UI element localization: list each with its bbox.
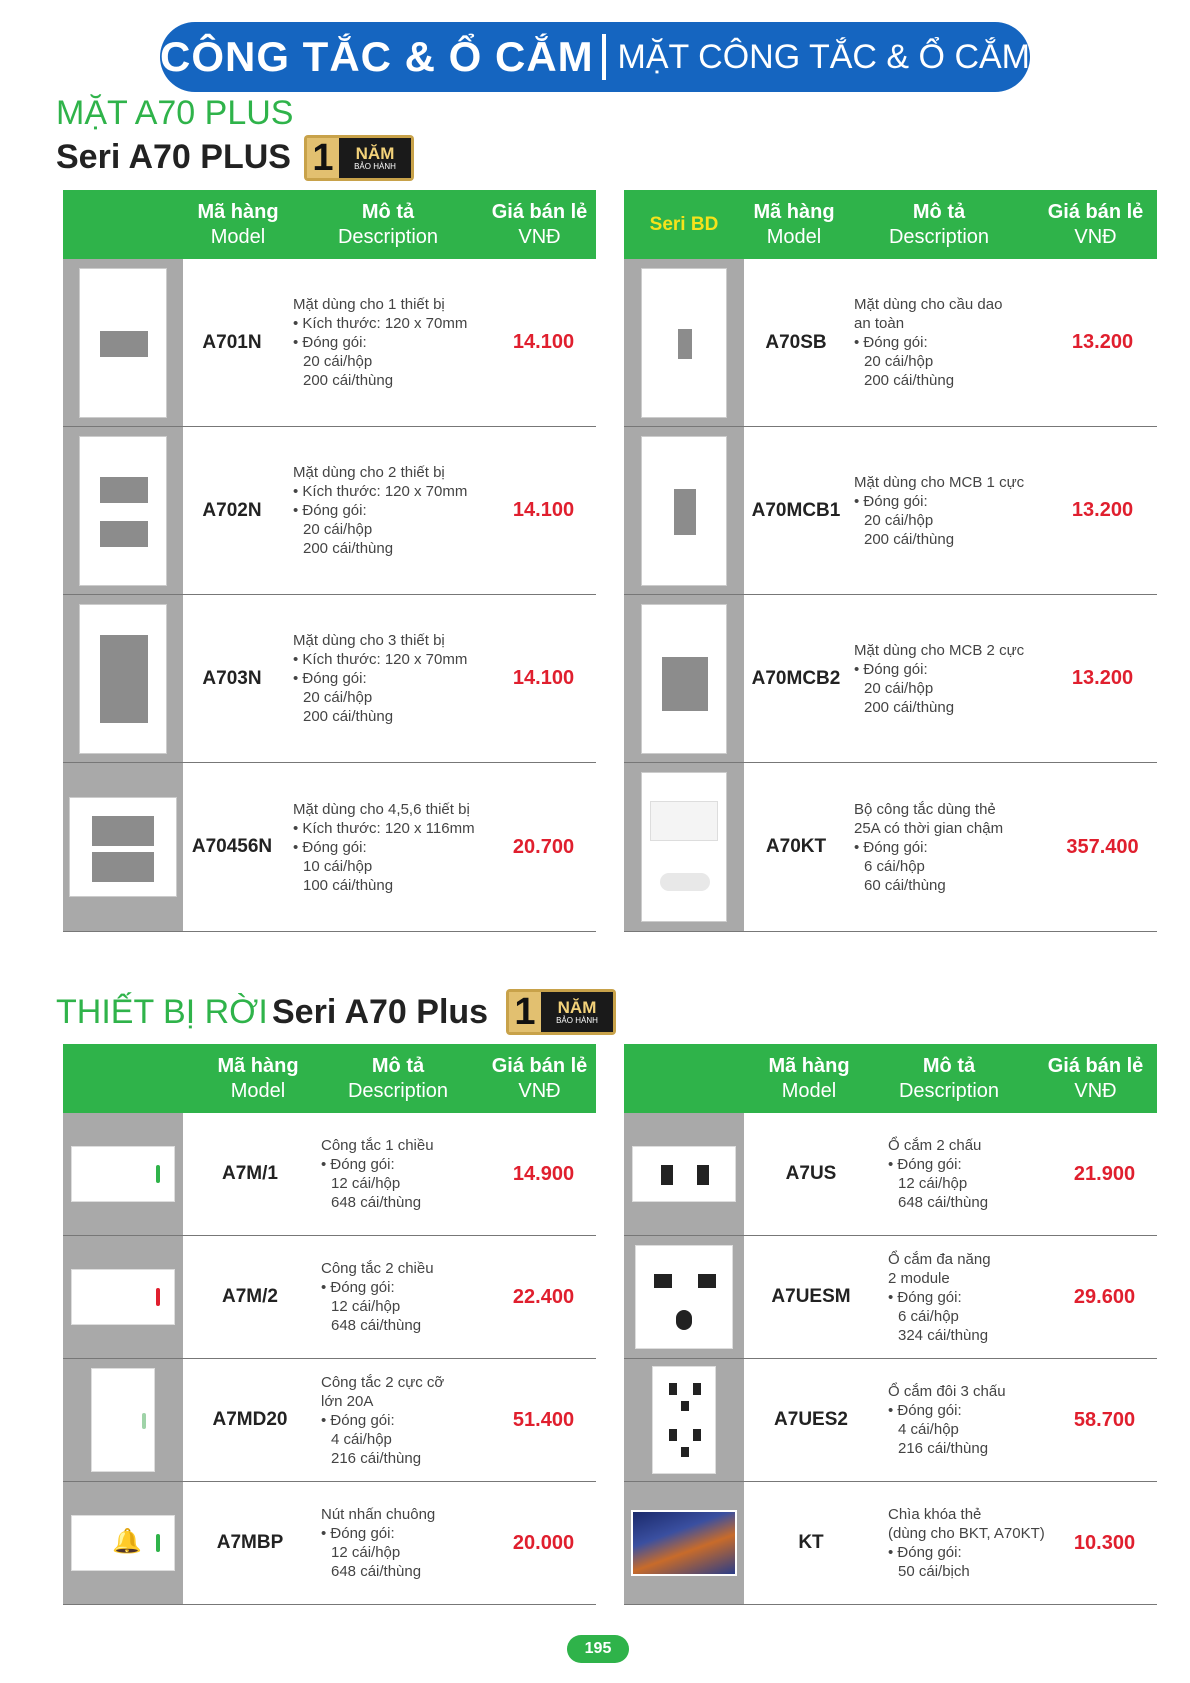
model-code: A701N <box>202 331 262 353</box>
header-desc-en: Description <box>888 225 990 248</box>
table-row <box>624 1113 1157 1236</box>
description: Công tắc 2 chiều • Đóng gói: 12 cái/hộp 648 cái/thùng <box>321 1260 434 1334</box>
description: Công tắc 1 chiều • Đóng gói: 12 cái/hộp 648 cái/thùng <box>321 1137 434 1211</box>
table-header <box>63 1044 596 1113</box>
description: Mặt dùng cho MCB 1 cực • Đóng gói: 20 cái/hộp 200 cái/thùng <box>854 473 1025 548</box>
product-image <box>63 1359 183 1481</box>
header-desc-en: Description <box>898 1079 1000 1102</box>
table-row <box>63 1236 596 1359</box>
header-model-vi: Mã hàng <box>768 1054 850 1077</box>
description: Công tắc 2 cực cỡ lớn 20A • Đóng gói: 4 cái/hộp 216 cái/thùng <box>321 1373 445 1467</box>
section-subtitle-mat: Seri A70 PLUS <box>56 138 291 176</box>
model-code: A7UES2 <box>774 1409 848 1430</box>
section-title-thiet-bi: THIẾT BỊ RỜI <box>56 993 268 1031</box>
banner-main-title: CÔNG TẮC & Ổ CẮM <box>160 33 594 80</box>
model-code: A70SB <box>765 331 827 353</box>
model-code: KT <box>798 1532 824 1553</box>
description: Nút nhấn chuông • Đóng gói: 12 cái/hộp 648 cái/thùng <box>321 1506 436 1580</box>
table-header <box>63 190 596 259</box>
table-row <box>63 595 596 763</box>
header-desc-vi: Mô tả <box>912 200 966 223</box>
section-subtitle-thiet-bi: Seri A70 Plus <box>272 993 489 1031</box>
price: 21.900 <box>1073 1162 1136 1185</box>
price: 13.200 <box>1071 667 1134 689</box>
header-model-en: Model <box>766 225 822 248</box>
header-price-vi: Giá bán lẻ <box>1047 1054 1144 1077</box>
header-model-en: Model <box>781 1079 837 1102</box>
price: 14.100 <box>512 499 575 521</box>
warranty-years: 1 <box>307 138 339 178</box>
product-image <box>624 259 744 426</box>
model-code: A7UESM <box>771 1286 851 1307</box>
table-header <box>624 1044 1157 1113</box>
model-code: A70MCB2 <box>751 667 841 689</box>
price: 357.400 <box>1066 835 1139 858</box>
header-seri-bd: Seri BD <box>649 214 719 235</box>
header-model-vi: Mã hàng <box>217 1054 299 1077</box>
model-code: A7MD20 <box>212 1409 288 1430</box>
description: Mặt dùng cho 4,5,6 thiết bị • Kích thước: 120 x 116mm • Đóng gói: 10 cái/hộp 100 cái/thùng <box>293 800 475 894</box>
warranty-sublabel: BẢO HÀNH <box>354 161 396 171</box>
description: Ổ cắm đa năng 2 module • Đóng gói: 6 cái/hộp 324 cái/thùng <box>888 1250 991 1344</box>
page-number: 195 <box>567 1635 629 1663</box>
header-price-en: VNĐ <box>518 1079 561 1102</box>
header-price-vi: Giá bán lẻ <box>491 1054 588 1077</box>
table-mat-a70 <box>63 190 596 932</box>
table-row <box>63 1113 596 1236</box>
model-code: A7M/1 <box>222 1163 278 1184</box>
header-model-vi: Mã hàng <box>197 200 279 223</box>
banner-subtitle: MẶT CÔNG TẮC & Ổ CẮM <box>617 37 1030 76</box>
table-row <box>63 1359 596 1482</box>
header-price-en: VNĐ <box>1074 1079 1117 1102</box>
table-row <box>624 1482 1157 1605</box>
table-row <box>63 427 596 595</box>
product-image <box>624 1482 744 1604</box>
warranty-badge <box>506 989 616 1035</box>
table-thiet-bi-o-cam <box>624 1044 1157 1605</box>
warranty-label: NĂM <box>355 143 395 163</box>
header-desc-vi: Mô tả <box>371 1054 425 1077</box>
table-row <box>63 763 596 932</box>
description: Mặt dùng cho 1 thiết bị • Kích thước: 120 x 70mm • Đóng gói: 20 cái/hộp 200 cái/thùng <box>293 296 468 389</box>
table-row <box>624 259 1157 427</box>
price: 20.700 <box>512 835 575 858</box>
description: Mặt dùng cho MCB 2 cực • Đóng gói: 20 cái/hộp 200 cái/thùng <box>854 641 1025 716</box>
header-model-vi: Mã hàng <box>753 200 835 223</box>
table-row <box>624 1359 1157 1482</box>
header-desc-vi: Mô tả <box>361 200 415 223</box>
price: 29.600 <box>1073 1285 1136 1308</box>
description: Chìa khóa thẻ (dùng cho BKT, A70KT) • Đóng gói: 50 cái/bịch <box>888 1506 1045 1580</box>
header-desc-en: Description <box>347 1079 449 1102</box>
product-image <box>624 1359 744 1481</box>
table-header <box>624 190 1157 259</box>
product-image <box>624 427 744 594</box>
description: Bộ công tắc dùng thẻ 25A có thời gian chậm • Đóng gói: 6 cái/hộp 60 cái/thùng <box>854 800 1004 894</box>
model-code: A7M/2 <box>222 1286 278 1307</box>
table-row <box>624 595 1157 763</box>
section-title-mat: MẶT A70 PLUS <box>56 94 294 132</box>
header-desc-en: Description <box>337 225 439 248</box>
product-image <box>63 1113 183 1235</box>
model-code: A7MBP <box>216 1532 284 1553</box>
price: 22.400 <box>512 1285 575 1308</box>
description: Ổ cắm đôi 3 chấu • Đóng gói: 4 cái/hộp 216 cái/thùng <box>888 1383 1006 1457</box>
price: 14.900 <box>512 1162 575 1185</box>
price: 13.200 <box>1071 499 1134 521</box>
table-seri-bd <box>624 190 1157 932</box>
product-image <box>63 1482 183 1604</box>
header-model-en: Model <box>230 1079 286 1102</box>
table-thiet-bi-cong-tac <box>63 1044 596 1605</box>
header-price-en: VNĐ <box>518 225 561 248</box>
table-row <box>63 1482 596 1605</box>
warranty-sublabel: BẢO HÀNH <box>556 1015 598 1025</box>
product-image <box>63 427 183 594</box>
product-image <box>624 595 744 762</box>
table-row <box>624 763 1157 932</box>
product-image <box>63 1236 183 1358</box>
price: 14.100 <box>512 331 575 353</box>
banner-divider <box>602 34 606 80</box>
price: 58.700 <box>1073 1408 1136 1431</box>
product-image <box>63 259 183 426</box>
bell-icon: 🔔 <box>112 1528 142 1555</box>
price: 10.300 <box>1073 1531 1136 1554</box>
model-code: A703N <box>202 667 262 689</box>
description: Mặt dùng cho 2 thiết bị • Kích thước: 120 x 70mm • Đóng gói: 20 cái/hộp 200 cái/thùng <box>293 464 468 557</box>
header-price-vi: Giá bán lẻ <box>491 200 588 223</box>
header-desc-vi: Mô tả <box>922 1054 976 1077</box>
description: Mặt dùng cho cầu dao an toàn • Đóng gói: 20 cái/hộp 200 cái/thùng <box>854 296 1003 389</box>
description: Mặt dùng cho 3 thiết bị • Kích thước: 120 x 70mm • Đóng gói: 20 cái/hộp 200 cái/thùng <box>293 632 468 725</box>
header-price-vi: Giá bán lẻ <box>1047 200 1144 223</box>
model-code: A70KT <box>765 836 827 857</box>
product-image <box>63 763 183 931</box>
warranty-badge <box>304 135 414 181</box>
product-image <box>624 1236 744 1358</box>
table-row <box>63 259 596 427</box>
model-code: A702N <box>202 499 262 521</box>
header-model-en: Model <box>210 225 266 248</box>
price: 51.400 <box>512 1408 575 1431</box>
table-row <box>624 427 1157 595</box>
product-image <box>624 1113 744 1235</box>
model-code: A70456N <box>191 836 273 857</box>
header-banner <box>160 22 1030 92</box>
warranty-years: 1 <box>509 992 541 1032</box>
model-code: A70MCB1 <box>751 499 841 521</box>
price: 13.200 <box>1071 331 1134 353</box>
product-image <box>63 595 183 762</box>
model-code: A7US <box>785 1163 837 1184</box>
table-row <box>624 1236 1157 1359</box>
description: Ổ cắm 2 chấu • Đóng gói: 12 cái/hộp 648 cái/thùng <box>888 1137 989 1211</box>
warranty-label: NĂM <box>557 997 597 1017</box>
price: 20.000 <box>512 1531 575 1554</box>
header-price-en: VNĐ <box>1074 225 1117 248</box>
price: 14.100 <box>512 667 575 689</box>
product-image <box>624 763 744 931</box>
